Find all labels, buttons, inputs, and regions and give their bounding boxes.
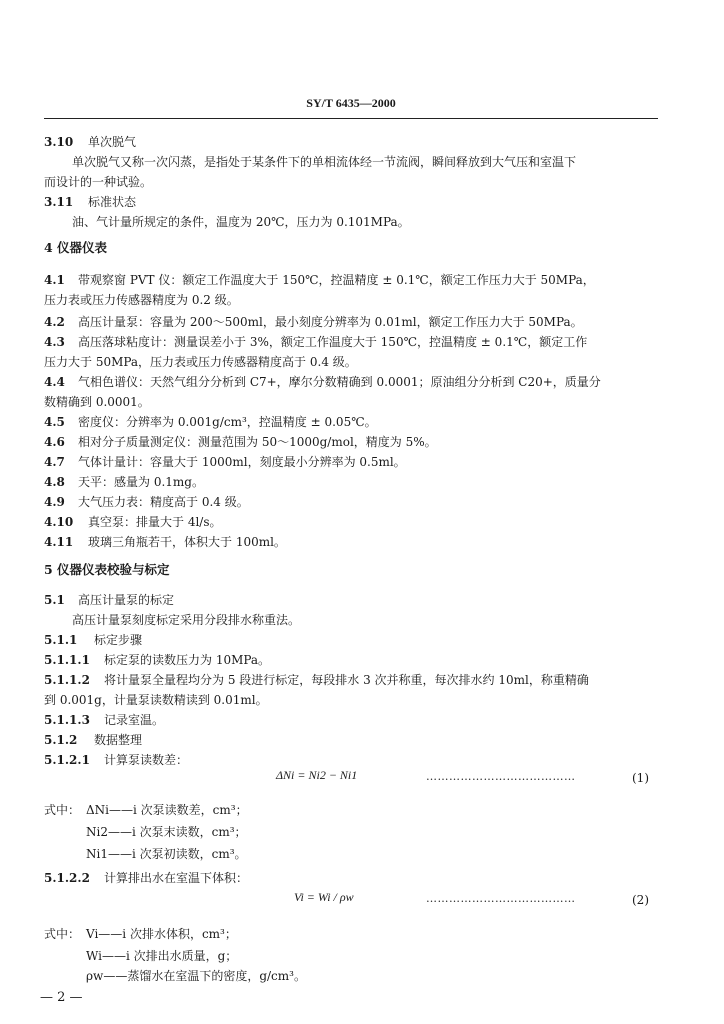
clause-text: 计算泵读数差： (104, 753, 189, 767)
clause-5-1-2-1 (44, 752, 658, 768)
variable-def: Wi——i 次排出水质量，g； (86, 949, 238, 963)
clause-text: 密度仪：分辨率为 0.001g/cm³，控温精度 ± 0.05℃。 (78, 415, 377, 429)
clause-5-1-2-heading (44, 732, 658, 748)
page-number: — 2 — (40, 990, 83, 1005)
clause-5-1-1-2-line2: 到 0.001g，计量泵读数精读到 0.01ml。 (44, 693, 268, 707)
clause-4-10 (44, 514, 658, 530)
variable-def: Ni1——i 次泵初读数，cm³。 (86, 847, 247, 861)
clause-number: 4.4 (44, 375, 65, 389)
clause-text: 将计量泵全量程均分为 5 段进行标定，每段排水 3 次并称重，每次排水约 10ml，称重精确 (104, 673, 589, 687)
clause-title: 单次脱气 (88, 135, 137, 149)
clause-number: 5.1.1.3 (44, 713, 90, 727)
clause-number: 4.8 (44, 475, 65, 489)
clause-title: 高压计量泵的标定 (78, 593, 175, 607)
clause-text: 大气压力表：精度高于 0.4 级。 (78, 495, 249, 509)
clause-number: 4.11 (44, 535, 74, 549)
variable-def: Ni2——i 次泵末读数，cm³； (86, 825, 247, 839)
clause-4-4-line1 (44, 374, 658, 390)
clause-number: 5.1.2.1 (44, 753, 90, 767)
clause-4-5 (44, 414, 658, 430)
clause-number: 5.1.2.2 (44, 871, 90, 885)
equation-2-leader-dots: ………………………………… (426, 892, 576, 905)
variable-def: ρw——蒸馏水在室温下的密度，g/cm³。 (86, 969, 306, 983)
clause-number: 4.3 (44, 335, 65, 349)
where-lead-2: 式中： (44, 927, 81, 941)
clause-3-10-line2: 而设计的一种试验。 (44, 175, 153, 189)
clause-number: 5.1 (44, 593, 65, 607)
variable-def: Vi——i 次排水体积，cm³； (86, 927, 237, 941)
equation-1-number: (1) (632, 771, 649, 785)
clause-text: 相对分子质量测定仪：测量范围为 50～1000g/mol，精度为 5%。 (78, 435, 437, 449)
section-4-heading: 4 仪器仪表 (44, 240, 108, 255)
equation-2: Vi = Wi / ρw (294, 890, 354, 904)
clause-4-8 (44, 474, 658, 490)
clause-3-11-line1: 油、气计量所规定的条件，温度为 20℃，压力为 0.101MPa。 (72, 215, 410, 229)
clause-4-9 (44, 494, 658, 510)
clause-text: 高压落球粘度计：测量误差小于 3%，额定工作温度大于 150℃，控温精度 ± 0.1℃，额定工作 (78, 335, 588, 349)
clause-number: 5.1.1 (44, 633, 78, 647)
clause-3-11-heading (44, 194, 658, 210)
clause-text: 标定泵的读数压力为 10MPa。 (104, 653, 271, 667)
clause-text: 带观察窗 PVT 仪：额定工作温度大于 150℃，控温精度 ± 0.1℃，额定工作压力大于 50MPa， (78, 273, 595, 287)
clause-5-1-1-heading (44, 632, 658, 648)
clause-text: 气体计量计：容量大于 1000ml，刻度最小分辨率为 0.5ml。 (78, 455, 406, 469)
variable-def: ΔNi——i 次泵读数差，cm³； (86, 803, 248, 817)
equation-2-number: (2) (632, 893, 649, 907)
clause-text: 玻璃三角瓶若干，体积大于 100ml。 (88, 535, 286, 549)
clause-number: 4.5 (44, 415, 65, 429)
clause-number: 4.2 (44, 315, 65, 329)
clause-text: 气相色谱仪：天然气组分分析到 C7+，摩尔分数精确到 0.0001；原油组分分析到 C20+，质量分 (78, 375, 601, 389)
clause-4-1-line1 (44, 272, 658, 288)
equation-1-leader-dots: ………………………………… (426, 770, 576, 783)
standard-header: SY/T 6435—2000 (306, 96, 396, 110)
header-rule (44, 118, 658, 119)
clause-text: 高压计量泵：容量为 200～500ml，最小刻度分辨率为 0.01ml，额定工作压力大于 50MPa。 (78, 315, 583, 329)
clause-text: 真空泵：排量大于 4l/s。 (88, 515, 222, 529)
clause-number: 5.1.2 (44, 733, 78, 747)
clause-5-1-heading (44, 592, 658, 608)
clause-number: 4.7 (44, 455, 65, 469)
clause-3-10-heading (44, 134, 658, 150)
clause-4-1-line2: 压力表或压力传感器精度为 0.2 级。 (44, 293, 239, 307)
clause-4-7 (44, 454, 658, 470)
clause-title: 标准状态 (88, 195, 137, 209)
clause-number: 3.10 (44, 135, 74, 149)
clause-4-4-line2: 数精确到 0.0001。 (44, 395, 150, 409)
clause-number: 5.1.1.1 (44, 653, 90, 667)
clause-number: 4.9 (44, 495, 65, 509)
clause-4-3-line2: 压力大于 50MPa，压力表或压力传感器精度高于 0.4 级。 (44, 355, 357, 369)
clause-number: 4.1 (44, 273, 65, 287)
equation-1: ΔNi = Ni2 − Ni1 (276, 768, 358, 782)
clause-4-3-line1 (44, 334, 658, 350)
clause-5-1-1-3 (44, 712, 658, 728)
clause-4-2 (44, 314, 658, 330)
clause-number: 4.10 (44, 515, 74, 529)
clause-3-10-line1: 单次脱气又称一次闪蒸，是指处于某条件下的单相流体经一节流阀，瞬间释放到大气压和室温下 (72, 155, 577, 169)
clause-title: 标定步骤 (94, 633, 143, 647)
clause-number: 4.6 (44, 435, 65, 449)
clause-number: 3.11 (44, 195, 74, 209)
clause-5-1-line1: 高压计量泵刻度标定采用分段排水称重法。 (72, 613, 301, 627)
section-5-heading: 5 仪器仪表校验与标定 (44, 562, 170, 577)
clause-5-1-2-2 (44, 870, 658, 886)
clause-5-1-1-1 (44, 652, 658, 668)
where-lead-1: 式中： (44, 803, 81, 817)
clause-4-11 (44, 534, 658, 550)
clause-title: 数据整理 (94, 733, 143, 747)
clause-number: 5.1.1.2 (44, 673, 90, 687)
clause-text: 天平：感量为 0.1mg。 (78, 475, 204, 489)
clause-text: 记录室温。 (104, 713, 165, 727)
clause-text: 计算排出水在室温下体积： (104, 871, 249, 885)
clause-4-6 (44, 434, 658, 450)
clause-5-1-1-2-line1 (44, 672, 658, 688)
